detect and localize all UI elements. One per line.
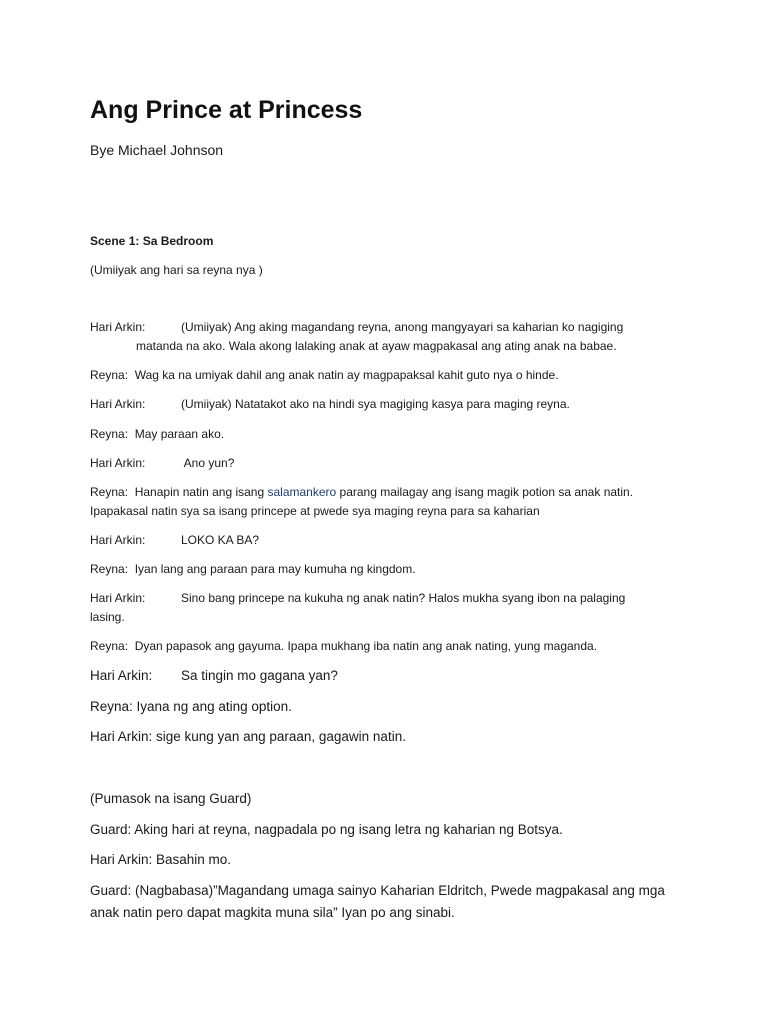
dialogue-line: Guard: Aking hari at reyna, nagpadala po ng isang letra ng kaharian ng Botsya. bbox=[90, 822, 563, 837]
dialogue-text: Wag ka na umiyak dahil ang anak natin ay magpapaksal kahit guto nya o hinde. bbox=[134, 368, 559, 382]
dialogue-continuation: lasing. bbox=[90, 610, 125, 624]
dialogue-continuation: Ipapakasal natin sya sa isang princepe at pwede sya maging reyna para sa kaharian bbox=[90, 504, 540, 518]
dialogue-text: Sino bang princepe na kukuha ng anak natin? Halos mukha syang ibon na palaging bbox=[181, 591, 626, 605]
speaker-label: Reyna: bbox=[90, 485, 129, 499]
speaker-label: Hari Arkin: bbox=[90, 668, 153, 683]
dialogue-text: Sa tingin mo gagana yan? bbox=[181, 668, 338, 683]
speaker-label: Hari Arkin: bbox=[90, 320, 146, 334]
dialogue-line bbox=[90, 880, 680, 924]
dialogue-text: parang mailagay ang isang magik potion sa anak natin. bbox=[336, 485, 634, 499]
stage-direction: (Pumasok na isang Guard) bbox=[90, 791, 252, 806]
document-author: Bye Michael Johnson bbox=[90, 142, 224, 158]
dialogue-line bbox=[90, 665, 680, 687]
dialogue-text: Dyan papasok ang gayuma. Ipapa mukhang iba natin ang anak nating, yung maganda. bbox=[134, 639, 598, 653]
dialogue-line bbox=[90, 395, 680, 414]
dialogue-line bbox=[90, 560, 680, 579]
dialogue-text: (Umiiyak) Natatakot ako na hindi sya magiging kasya para maging reyna. bbox=[181, 397, 570, 411]
dialogue-continuation: matanda na ako. Wala akong lalaking anak at ayaw magpakasal ang ating anak na babae. bbox=[136, 339, 617, 353]
dialogue-line bbox=[90, 318, 680, 356]
dialogue-text: Iyan lang ang paraan para may kumuha ng kingdom. bbox=[134, 562, 416, 576]
scene-heading: Scene 1: Sa Bedroom bbox=[90, 234, 214, 248]
stage-direction: (Umiiyak ang hari sa reyna nya ) bbox=[90, 263, 263, 277]
speaker-label: Hari Arkin: bbox=[90, 591, 146, 605]
dialogue-line bbox=[90, 637, 680, 656]
dialogue-text: LOKO KA BA? bbox=[181, 533, 260, 547]
dialogue-line: Hari Arkin: Basahin mo. bbox=[90, 852, 232, 867]
dialogue-text: Guard: (Nagbabasa)”Magandang umaga sainyo Kaharian Eldritch, Pwede magpakasal ang mga bbox=[90, 883, 665, 898]
dialogue-link[interactable]: salamankero bbox=[267, 485, 337, 499]
dialogue-text: (Umiiyak) Ang aking magandang reyna, anong mangyayari sa kaharian ko nagiging bbox=[181, 320, 624, 334]
dialogue-line: Reyna: Iyana ng ang ating option. bbox=[90, 699, 292, 714]
dialogue-continuation: anak natin pero dapat magkita muna sila” Iyan po ang sinabi. bbox=[90, 905, 455, 920]
dialogue-line bbox=[90, 454, 680, 473]
dialogue-text: Ano yun? bbox=[181, 456, 235, 470]
speaker-label: Hari Arkin: bbox=[90, 397, 146, 411]
document-title: Ang Prince at Princess bbox=[90, 96, 363, 124]
speaker-label: Hari Arkin: bbox=[90, 456, 146, 470]
dialogue-line bbox=[90, 483, 680, 521]
speaker-label: Reyna: bbox=[90, 562, 129, 576]
dialogue-line: Hari Arkin: sige kung yan ang paraan, gagawin natin. bbox=[90, 729, 406, 744]
dialogue-line bbox=[90, 366, 680, 385]
dialogue-text: May paraan ako. bbox=[134, 427, 225, 441]
dialogue-line bbox=[90, 425, 680, 444]
dialogue-text: Hanapin natin ang isang bbox=[134, 485, 268, 499]
speaker-label: Reyna: bbox=[90, 368, 129, 382]
speaker-label: Reyna: bbox=[90, 427, 129, 441]
dialogue-line bbox=[90, 589, 680, 627]
speaker-label: Hari Arkin: bbox=[90, 533, 146, 547]
dialogue-line bbox=[90, 531, 680, 550]
speaker-label: Reyna: bbox=[90, 639, 129, 653]
